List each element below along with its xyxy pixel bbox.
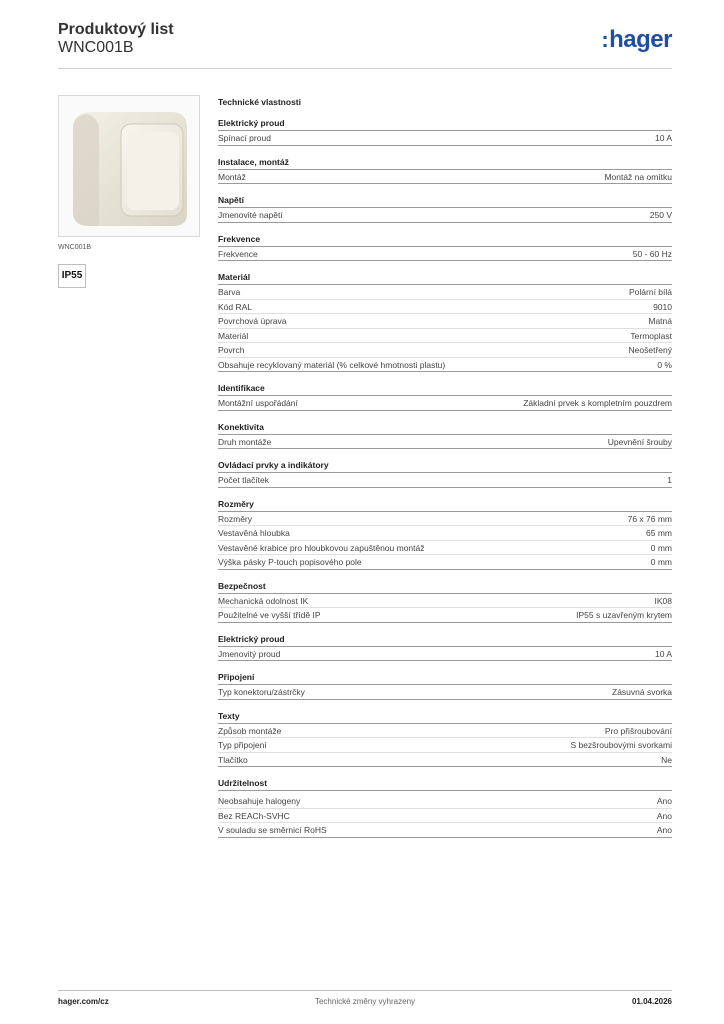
property-section [218,420,672,450]
section-heading: Připojení [218,670,672,685]
property-section [218,579,672,623]
property-value: Zásuvná svorka [612,687,672,697]
property-value: 10 A [654,133,672,143]
section-heading: Bezpečnost [218,579,672,594]
section-heading: Texty [218,709,672,724]
section-heading: Rozměry [218,497,672,512]
property-label: Povrch [218,345,245,355]
section-heading: Materiál [218,270,672,285]
property-row [218,794,672,809]
property-label: Frekvence [218,248,258,259]
property-value: Pro přišroubování [604,725,672,736]
logo-dots-icon: : [601,27,609,52]
property-label: Kód RAL [218,301,253,312]
section-heading: Frekvence [218,232,672,247]
property-section [218,670,672,700]
property-label: Výška pásky P-touch popisového pole [218,557,362,567]
property-row [218,170,672,185]
header-divider [58,68,672,69]
property-section [218,116,672,146]
property-value: IK08 [654,595,672,606]
section-heading: Napětí [218,193,672,208]
property-value: Ano [656,810,672,821]
property-row [218,343,672,358]
property-row [218,512,672,527]
product-image [58,95,200,237]
property-label: Tlačítko [218,754,248,765]
property-row [218,738,672,753]
property-label: Montáž [218,171,246,182]
property-value: Základní prvek s kompletním pouzdrem [523,398,672,408]
hager-logo[interactable] [601,26,672,54]
property-section [218,232,672,262]
property-value: Montáž na omítku [604,171,672,182]
property-section [218,155,672,185]
property-row [218,329,672,344]
property-label: Jmenovitý proud [218,648,281,659]
property-section [218,193,672,223]
property-label: Počet tlačítek [218,475,270,485]
property-section [218,776,672,838]
property-value: 76 x 76 mm [627,513,672,524]
property-value: 50 - 60 Hz [632,248,672,259]
property-value: 0 % [657,359,672,370]
property-value: 250 V [649,210,672,220]
property-row [218,823,672,838]
section-heading: Udržitelnost [218,776,672,791]
property-label: Spínací proud [218,133,271,143]
property-value: 0 mm [650,542,672,553]
property-label: Druh montáže [218,436,272,447]
property-label: Bez REACh-SVHC [218,810,290,821]
property-row [218,526,672,541]
property-row [218,435,672,450]
property-value: Upevnění šrouby [607,436,672,447]
property-label: Použitelné ve vyšší třídě IP [218,610,321,620]
property-label: Vestavěná hloubka [218,528,290,538]
property-row [218,594,672,609]
property-value: Ne [661,754,672,765]
property-value: Ano [656,825,672,835]
section-heading: Elektrický proud [218,632,672,647]
section-heading: Ovládací prvky a indikátory [218,458,672,473]
property-row [218,358,672,373]
property-value: 9010 [653,301,672,312]
footer-website-link[interactable]: hager.com/cz [58,997,109,1006]
property-section [218,632,672,662]
document-footer [58,997,672,1009]
section-heading: Instalace, montáž [218,155,672,170]
property-section [218,270,672,372]
property-row [218,724,672,739]
section-heading: Konektivita [218,420,672,435]
logo-text: hager [609,26,672,53]
footer-divider [58,990,672,991]
property-row [218,300,672,315]
property-value: Neošetřený [628,345,672,355]
section-heading: Elektrický proud [218,116,672,131]
ip-rating-badge: IP55 [58,264,86,288]
property-section [218,381,672,411]
property-label: Barva [218,287,241,297]
property-value: Matná [648,316,672,326]
property-row [218,314,672,329]
document-header [58,20,672,68]
switch-image-icon [59,96,199,236]
property-label: Způsob montáže [218,725,282,736]
property-label: Materiál [218,330,249,341]
property-label: Typ připojení [218,740,267,750]
property-row [218,647,672,662]
property-row [218,541,672,556]
property-row [218,247,672,262]
property-value: 65 mm [646,528,672,538]
property-value: S bezšroubovými svorkami [570,740,672,750]
property-label: Typ konektoru/zástrčky [218,687,305,697]
property-label: Neobsahuje halogeny [218,796,301,806]
section-heading: Identifikace [218,381,672,396]
property-section [218,458,672,488]
property-row [218,396,672,411]
property-row [218,685,672,700]
property-row [218,753,672,768]
footer-date: 01.04.2026 [631,997,672,1006]
property-value: Ano [656,796,672,806]
page-title: Produktový list [58,21,174,38]
property-label: Rozměry [218,513,253,524]
image-caption: WNC001B [58,244,92,251]
property-label: Jmenovité napětí [218,210,283,220]
property-row [218,555,672,570]
property-label: Mechanická odolnost IK [218,595,309,606]
property-label: Obsahuje recyklovaný materiál (% celkové hmotnosti plastu) [218,359,446,370]
product-code: WNC001B [58,39,134,56]
property-value: IP55 s uzavřeným krytem [576,610,672,620]
property-section [218,497,672,570]
property-label: Montážní uspořádání [218,398,298,408]
property-row [218,131,672,146]
property-row [218,608,672,623]
property-row [218,809,672,824]
property-value: 1 [667,475,672,485]
property-row [218,285,672,300]
property-value: 0 mm [650,557,672,567]
property-label: Povrchová úprava [218,316,287,326]
property-label: V souladu se směrnicí RoHS [218,825,327,835]
property-value: 10 A [654,648,672,659]
footer-note: Technické změny vyhrazeny [314,997,416,1006]
property-row [218,208,672,223]
property-section [218,709,672,768]
technical-properties [218,95,672,847]
properties-title: Technické vlastnosti [218,97,301,107]
property-label: Vestavěné krabice pro hloubkovou zapuštěnou montáž [218,542,425,553]
property-value: Polární bílá [629,287,672,297]
property-row [218,473,672,488]
property-value: Termoplast [630,330,672,341]
